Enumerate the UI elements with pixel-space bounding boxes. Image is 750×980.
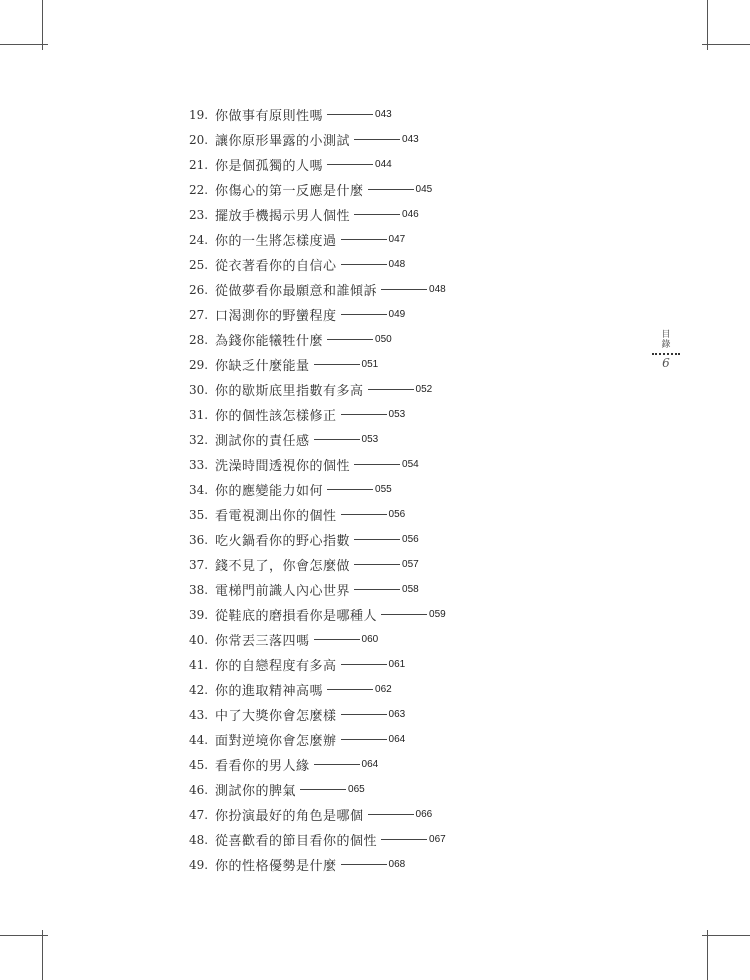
toc-entry-number: 44.	[189, 732, 209, 747]
toc-entry-number: 19.	[189, 107, 209, 122]
toc-leader-line	[354, 539, 400, 540]
toc-entry[interactable]	[189, 577, 609, 602]
crop-mark-top-left-h	[0, 44, 48, 45]
toc-entry[interactable]	[189, 527, 609, 552]
toc-entry-title: 錢不見了，你會怎麼做	[215, 559, 351, 574]
toc-entry[interactable]	[189, 727, 609, 752]
toc-entry[interactable]	[189, 552, 609, 577]
toc-entry[interactable]	[189, 202, 609, 227]
toc-entry-page: 064	[388, 734, 406, 745]
toc-entry[interactable]	[189, 852, 609, 877]
toc-entry-page: 067	[429, 834, 446, 845]
toc-leader-line	[341, 264, 387, 265]
toc-leader-line	[327, 689, 373, 690]
toc-leader-line	[354, 564, 400, 565]
crop-mark-top-left-v	[42, 0, 43, 50]
toc-entry-number: 26.	[189, 282, 209, 297]
table-of-contents	[189, 102, 609, 877]
toc-entry[interactable]	[189, 477, 609, 502]
toc-entry-number: 33.	[189, 457, 209, 472]
toc-leader-line	[381, 614, 427, 615]
toc-entry-number: 40.	[189, 632, 209, 647]
crop-mark-bottom-left-v	[42, 930, 43, 980]
toc-entry-number: 34.	[189, 482, 209, 497]
toc-entry-page: 044	[375, 159, 392, 170]
toc-entry-number: 47.	[189, 807, 209, 822]
toc-entry-number: 29.	[189, 357, 209, 372]
toc-leader-line	[368, 189, 414, 190]
toc-entry-title: 你的個性該怎樣修正	[215, 409, 337, 424]
toc-leader-line	[368, 389, 414, 390]
toc-entry-title: 面對逆境你會怎麼辦	[215, 734, 337, 749]
toc-entry-title: 你傷心的第一反應是什麼	[215, 184, 364, 199]
toc-leader-line	[314, 639, 360, 640]
toc-entry-page: 066	[415, 809, 433, 820]
toc-entry-title: 你做事有原則性嗎	[215, 109, 324, 124]
toc-entry-page: 058	[402, 584, 419, 595]
toc-entry-title: 從喜歡看的節目看你的個性	[215, 834, 378, 849]
toc-entry-title: 吃火鍋看你的野心指數	[215, 534, 351, 549]
toc-entry-number: 21.	[189, 157, 209, 172]
toc-entry-page: 059	[429, 609, 446, 620]
toc-entry[interactable]	[189, 602, 609, 627]
toc-entry[interactable]	[189, 102, 609, 127]
toc-entry-number: 45.	[189, 757, 209, 772]
toc-entry-title: 中了大獎你會怎麼樣	[215, 709, 337, 724]
toc-entry-title: 讓你原形畢露的小測試	[215, 134, 351, 149]
toc-entry-page: 061	[388, 659, 406, 670]
toc-entry-title: 測試你的脾氣	[215, 784, 297, 799]
toc-entry-title: 從鞋底的磨損看你是哪種人	[215, 609, 378, 624]
toc-entry[interactable]	[189, 677, 609, 702]
toc-entry-page: 048	[429, 284, 446, 295]
toc-leader-line	[314, 439, 360, 440]
toc-entry[interactable]	[189, 227, 609, 252]
toc-entry-page: 064	[361, 759, 379, 770]
toc-entry-title: 看電視測出你的個性	[215, 509, 337, 524]
toc-entry-page: 047	[388, 234, 406, 245]
toc-entry-page: 055	[375, 484, 392, 495]
side-dotted-divider	[652, 353, 680, 355]
toc-leader-line	[300, 789, 346, 790]
toc-leader-line	[381, 289, 427, 290]
toc-entry-number: 35.	[189, 507, 209, 522]
toc-entry-title: 你的性格優勢是什麼	[215, 859, 337, 874]
toc-entry-page: 062	[375, 684, 392, 695]
toc-entry-title: 從做夢看你最願意和誰傾訴	[215, 284, 378, 299]
toc-entry-page: 068	[388, 859, 406, 870]
toc-leader-line	[354, 139, 400, 140]
toc-entry-page: 052	[415, 384, 433, 395]
toc-entry-page: 053	[388, 409, 406, 420]
toc-entry-title: 你的歇斯底里指數有多高	[215, 384, 364, 399]
toc-entry[interactable]	[189, 652, 609, 677]
toc-entry[interactable]	[189, 277, 609, 302]
crop-mark-top-right-h	[702, 44, 750, 45]
toc-entry-number: 22.	[189, 182, 209, 197]
toc-entry-number: 49.	[189, 857, 209, 872]
toc-entry-title: 你扮演最好的角色是哪個	[215, 809, 364, 824]
toc-entry-page: 057	[402, 559, 419, 570]
toc-entry-title: 從衣著看你的自信心	[215, 259, 337, 274]
toc-leader-line	[327, 114, 373, 115]
toc-entry-page: 065	[348, 784, 365, 795]
side-section-marker	[651, 330, 681, 370]
toc-entry-number: 39.	[189, 607, 209, 622]
toc-entry-title: 為錢你能犧牲什麼	[215, 334, 324, 349]
toc-entry-title: 你的進取精神高嗎	[215, 684, 324, 699]
toc-entry[interactable]	[189, 452, 609, 477]
crop-mark-bottom-left-h	[0, 935, 48, 936]
toc-entry-page: 056	[402, 534, 419, 545]
toc-entry[interactable]	[189, 177, 609, 202]
toc-entry-title: 你是個孤獨的人嗎	[215, 159, 324, 174]
toc-entry-title: 你的自戀程度有多高	[215, 659, 337, 674]
toc-entry-number: 20.	[189, 132, 209, 147]
toc-entry-number: 48.	[189, 832, 209, 847]
toc-leader-line	[327, 164, 373, 165]
toc-entry[interactable]	[189, 702, 609, 727]
toc-leader-line	[314, 764, 360, 765]
toc-entry-number: 23.	[189, 207, 209, 222]
toc-entry-number: 31.	[189, 407, 209, 422]
toc-entry-page: 045	[415, 184, 433, 195]
toc-entry-page: 053	[361, 434, 379, 445]
toc-entry-title: 看看你的男人緣	[215, 759, 310, 774]
toc-entry-title: 你的一生將怎樣度過	[215, 234, 337, 249]
toc-entry-page: 043	[402, 134, 419, 145]
toc-leader-line	[327, 339, 373, 340]
toc-leader-line	[354, 464, 400, 465]
toc-entry-number: 30.	[189, 382, 209, 397]
toc-entry-page: 048	[388, 259, 406, 270]
toc-entry-title: 你缺乏什麼能量	[215, 359, 310, 374]
toc-entry-title: 電梯門前識人內心世界	[215, 584, 351, 599]
toc-entry-page: 051	[361, 359, 379, 370]
toc-entry[interactable]	[189, 802, 609, 827]
toc-leader-line	[327, 489, 373, 490]
toc-leader-line	[341, 414, 387, 415]
toc-leader-line	[314, 364, 360, 365]
toc-entry-title: 你常丟三落四嗎	[215, 634, 310, 649]
toc-entry-page: 043	[375, 109, 392, 120]
toc-entry-number: 41.	[189, 657, 209, 672]
toc-leader-line	[381, 839, 427, 840]
toc-entry-page: 050	[375, 334, 392, 345]
toc-entry-number: 24.	[189, 232, 209, 247]
toc-entry[interactable]	[189, 402, 609, 427]
toc-entry-number: 36.	[189, 532, 209, 547]
crop-mark-bottom-right-v	[707, 930, 708, 980]
toc-leader-line	[341, 514, 387, 515]
toc-entry-number: 46.	[189, 782, 209, 797]
toc-entry[interactable]	[189, 502, 609, 527]
toc-entry-number: 27.	[189, 307, 209, 322]
toc-entry[interactable]	[189, 152, 609, 177]
toc-entry-page: 063	[388, 709, 406, 720]
side-section-label: 目錄	[661, 330, 671, 350]
toc-entry[interactable]	[189, 377, 609, 402]
toc-entry-number: 25.	[189, 257, 209, 272]
toc-entry-number: 43.	[189, 707, 209, 722]
crop-mark-top-right-v	[707, 0, 708, 50]
crop-mark-bottom-right-h	[702, 935, 750, 936]
toc-entry-title: 口渴測你的野蠻程度	[215, 309, 337, 324]
toc-entry-title: 擺放手機揭示男人個性	[215, 209, 351, 224]
toc-entry[interactable]	[189, 752, 609, 777]
toc-entry[interactable]	[189, 302, 609, 327]
toc-leader-line	[341, 864, 387, 865]
toc-entry-title: 測試你的責任感	[215, 434, 310, 449]
toc-entry-page: 060	[361, 634, 379, 645]
toc-entry[interactable]	[189, 427, 609, 452]
toc-entry-title: 洗澡時間透視你的個性	[215, 459, 351, 474]
toc-entry[interactable]	[189, 127, 609, 152]
toc-entry[interactable]	[189, 352, 609, 377]
page-number: 6	[662, 356, 670, 370]
toc-leader-line	[354, 214, 400, 215]
toc-entry[interactable]	[189, 627, 609, 652]
toc-leader-line	[341, 314, 387, 315]
toc-entry-page: 046	[402, 209, 419, 220]
toc-leader-line	[354, 589, 400, 590]
toc-leader-line	[341, 239, 387, 240]
toc-entry-number: 28.	[189, 332, 209, 347]
toc-entry-number: 32.	[189, 432, 209, 447]
toc-entry-title: 你的應變能力如何	[215, 484, 324, 499]
toc-leader-line	[341, 739, 387, 740]
toc-entry-page: 056	[388, 509, 406, 520]
toc-entry[interactable]	[189, 827, 609, 852]
toc-entry-page: 049	[388, 309, 406, 320]
toc-entry-number: 42.	[189, 682, 209, 697]
toc-entry[interactable]	[189, 327, 609, 352]
toc-entry[interactable]	[189, 777, 609, 802]
toc-entry-number: 37.	[189, 557, 209, 572]
toc-entry[interactable]	[189, 252, 609, 277]
toc-entry-page: 054	[402, 459, 419, 470]
toc-leader-line	[341, 664, 387, 665]
toc-leader-line	[341, 714, 387, 715]
toc-entry-number: 38.	[189, 582, 209, 597]
toc-leader-line	[368, 814, 414, 815]
